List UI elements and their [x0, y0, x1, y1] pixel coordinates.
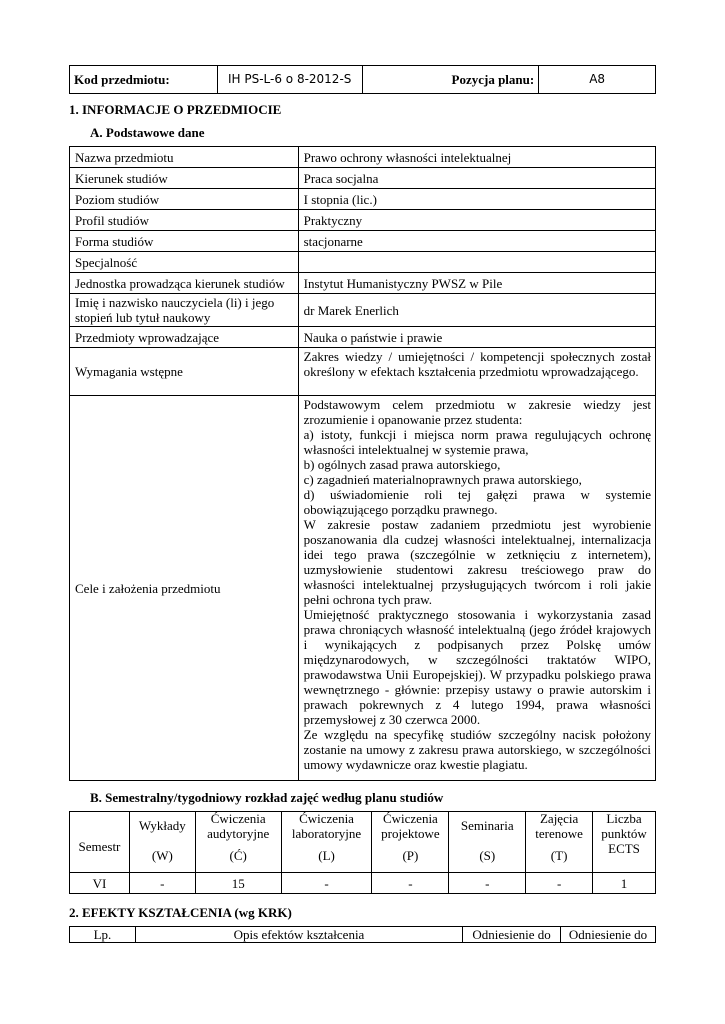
basic-data-table	[69, 146, 656, 781]
table-row	[70, 327, 656, 348]
goals-paragraph: Podstawowym celem przedmiotu w zakresie wiedzy jest zrozumienie i opanowanie przez studenta:	[303, 397, 651, 427]
goals-paragraph: d) uświadomienie roli tej gałęzi prawa w systemie obowiązującego porządku prawnego.	[303, 487, 651, 517]
plan-position-value: A8	[539, 66, 656, 94]
ects-header: Liczba punktów ECTS	[593, 812, 656, 873]
column-header: Opis efektów kształcenia	[135, 927, 462, 943]
column-header: Ćwiczenia projektowe (P)	[372, 812, 449, 873]
table-row	[70, 294, 656, 327]
row-value: Nauka o państwie i prawie	[298, 327, 655, 348]
cell-value: -	[526, 873, 593, 894]
column-header: Lp.	[70, 927, 136, 943]
goals-paragraph: Ze względu na specyfikę studiów szczególny nacisk położony zostanie na umowy z zakresu prawa autorskiego, w szczególności umowy wydawnicze oraz kwestie plagiatu.	[303, 727, 651, 772]
semester-header: Semestr	[70, 812, 130, 873]
cell-value: -	[281, 873, 372, 894]
table-row	[70, 168, 656, 189]
column-header: Seminaria (S)	[449, 812, 526, 873]
table-row	[70, 231, 656, 252]
section-2-title: 2. EFEKTY KSZTAŁCENIA (wg KRK)	[69, 905, 292, 920]
table-row	[70, 147, 656, 168]
table-row	[70, 396, 656, 781]
semester-value: VI	[70, 873, 130, 894]
row-value: dr Marek Enerlich	[298, 294, 655, 327]
row-value: Instytut Humanistyczny PWSZ w Pile	[298, 273, 655, 294]
row-value: stacjonarne	[298, 231, 655, 252]
cell-value: -	[449, 873, 526, 894]
row-label: Nazwa przedmiotu	[70, 147, 299, 168]
goals-paragraph: Umiejętność praktycznego stosowania i wykorzystania zasad prawa chroniących własność intelektualną (jego źródeł krajowych i wynikających z podpisanych przez Polskę umów międzynarodowych, w szczególności traktatów WIPO, prawodawstwa Unii Europejskiej). W przypadku polskiego prawa wewnętrznego - głównie: przepisy ustawy o prawie autorskim i prawach pokrewnych z 4 lutego 1994, prawa własności przemysłowej z 30 czerwca 2000.	[303, 607, 651, 727]
goals-text	[298, 396, 655, 781]
table-row	[70, 189, 656, 210]
row-value	[298, 252, 655, 273]
row-label: Kierunek studiów	[70, 168, 299, 189]
cell-value: -	[129, 873, 195, 894]
subsection-b-title: B. Semestralny/tygodniowy rozkład zajęć według planu studiów	[90, 790, 444, 805]
row-label: Poziom studiów	[70, 189, 299, 210]
row-label: Wymagania wstępne	[70, 348, 299, 396]
goals-paragraph: W zakresie postaw zadaniem przedmiotu jest wyrobienie poszanowania dla cudzej własności intelektualnej, internalizacja idei tego prawa (szczególnie w zetknięciu z internetem), uzmysłowienie studentowi zakresu treściowego praw do własności intelektualnej przysługujących twórcom i roli jakie pełni ochrona tych praw.	[303, 517, 651, 607]
goals-paragraph: a) istoty, funkcji i miejsca norm prawa regulujących ochronę własności intelektualnej w systemie prawa,	[303, 427, 651, 457]
row-value: I stopnia (lic.)	[298, 189, 655, 210]
goals-paragraph: b) ogólnych zasad prawa autorskiego,	[303, 457, 501, 472]
schedule-table	[69, 811, 656, 894]
row-label: Przedmioty wprowadzające	[70, 327, 299, 348]
cell-value: 15	[195, 873, 281, 894]
course-code-value: IH PS-L-6 o 8-2012-S	[217, 66, 362, 94]
ects-value: 1	[593, 873, 656, 894]
column-header: Wykłady (W)	[129, 812, 195, 873]
table-row	[70, 927, 656, 943]
table-row	[70, 210, 656, 231]
table-row	[70, 348, 656, 396]
course-code-label: Kod przedmiotu:	[70, 66, 218, 94]
table-row	[70, 273, 656, 294]
table-row	[70, 873, 656, 894]
table-row	[70, 812, 656, 873]
course-header-table	[69, 65, 656, 94]
row-label: Specjalność	[70, 252, 299, 273]
row-label: Forma studiów	[70, 231, 299, 252]
plan-position-label: Pozycja planu:	[362, 66, 539, 94]
column-header: Ćwiczenia laboratoryjne (L)	[281, 812, 372, 873]
goals-label: Cele i założenia przedmiotu	[70, 396, 299, 781]
row-value: Prawo ochrony własności intelektualnej	[298, 147, 655, 168]
row-value: Praca socjalna	[298, 168, 655, 189]
row-value: Praktyczny	[298, 210, 655, 231]
goals-paragraph: c) zagadnień materialnoprawnych prawa autorskiego,	[303, 472, 582, 487]
row-label: Imię i nazwisko nauczyciela (li) i jego stopień lub tytuł naukowy	[70, 294, 299, 327]
section-1-title: 1. INFORMACJE O PRZEDMIOCIE	[69, 102, 282, 117]
column-header: Ćwiczenia audytoryjne (Ć)	[195, 812, 281, 873]
subsection-a-title: A. Podstawowe dane	[90, 125, 205, 140]
cell-value: -	[372, 873, 449, 894]
table-row	[70, 252, 656, 273]
column-header: Zajęcia terenowe (T)	[526, 812, 593, 873]
row-label: Jednostka prowadząca kierunek studiów	[70, 273, 299, 294]
column-header: Odniesienie do	[561, 927, 656, 943]
row-value: Zakres wiedzy / umiejętności / kompetencji społecznych został określony w efektach kształcenia przedmiotu wprowadzającego.	[298, 348, 655, 396]
column-header: Odniesienie do	[463, 927, 561, 943]
learning-outcomes-table	[69, 926, 656, 943]
row-label: Profil studiów	[70, 210, 299, 231]
